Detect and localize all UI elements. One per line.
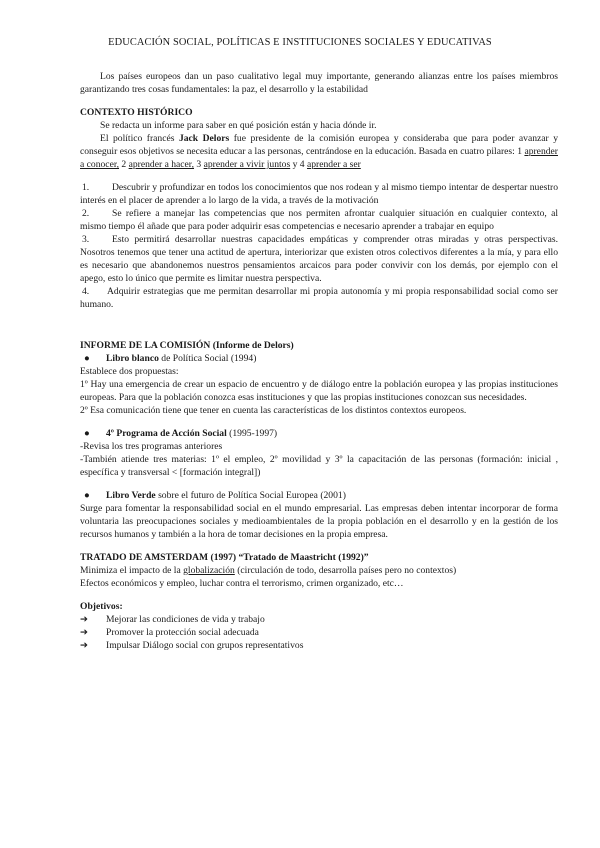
heading-tratado: TRATADO DE AMSTERDAM (1997) “Tratado de Maastricht (1992)”	[80, 552, 369, 563]
bullet-icon: ●	[84, 428, 90, 439]
list-item-2: 2. Se refiere a manejar las competencias que nos permiten afrontar cualquier situación en cualquier contexto, al mismo tiempo él añade que para poder adquirir esas competencias e necesario aprender a trabajar en equipo	[80, 208, 558, 232]
bullet-icon: ●	[84, 353, 90, 364]
intro-paragraph: Los países europeos dan un paso cualitativo legal muy importante, generando alianzas entre los países miembros garantizando tres cosas fundamentales: la paz, el desarrollo y la estabilidad	[80, 71, 558, 95]
document-title: EDUCACIÓN SOCIAL, POLÍTICAS E INSTITUCIONES SOCIALES Y EDUCATIVAS	[108, 37, 492, 48]
bullet-libro-verde: ● Libro Verde sobre el futuro de Política Social Europea (2001)	[80, 489, 558, 502]
programa-line2: -También atiende tres materias: 1º el empleo, 2º movilidad y 3º la capacitación de las personas (formación: inicial , específica y transversal < [formación integral])	[80, 454, 558, 478]
establece-line: Establece dos propuestas:	[80, 366, 179, 377]
contexto-paragraph: El político francés Jack Delors fue presidente de la comisión europea y consideraba que para poder avanzar y conseguir esos objetivos se necesita educar a las personas, centrándose en la educación. Basada en cuatro pilares: 1 aprender a conocer, 2 aprender a hacer, 3 aprender a vivir juntos y 4 aprender a ser	[80, 133, 558, 170]
bullet-programa: ● 4º Programa de Acción Social (1995-1997)	[80, 427, 558, 440]
objetivo-item: ➔ Impulsar Diálogo social con grupos representativos	[80, 640, 304, 651]
list-item-3: 3. Esto permitirá desarrollar nuestras capacidades empáticas y comprender otras miradas y otras perspectivas. Nosotros tenemos que tener una actitud de apertura, interiorizar que existen otros colectivos diferentes a la mía, y para ello es necesario que abandonemos nuestros pensamientos arcaicos para poder convivir con los demás, por ejemplo con el apego, esto lo único que permite es limitar nuestra perspectiva.	[80, 234, 558, 284]
surge-paragraph: Surge para fomentar la responsabilidad social en el mundo empresarial. Las empresas deben intentar incorporar de forma voluntaria las preocupaciones sociales y medioambientales de la propia población en el desarrollo y en la gestión de los recursos humanos y también a la hora de tomar decisiones en la propia empresa.	[80, 503, 558, 540]
propuesta-2: 2º Esa comunicación tiene que tener en cuenta las características de los distintos contextos europeos.	[80, 405, 467, 416]
tratado-line1: Minimiza el impacto de la globalización (circulación de todo, desarrolla países pero no contextos)	[80, 565, 457, 576]
list-item-4: 4. Adquirir estrategias que me permitan desarrollar mi propia autonomía y mi propia responsabilidad social como ser humano.	[80, 286, 558, 310]
bullet-libro-blanco: ● Libro blanco de Política Social (1994)	[80, 352, 558, 365]
heading-informe: INFORME DE LA COMISIÓN (Informe de Delors)	[80, 340, 294, 351]
propuesta-1: 1º Hay una emergencia de crear un espacio de encuentro y de diálogo entre la población europea y las propias instituciones europeas. Para que la población conozca esas instituciones y que las propias instituciones conozcan sus necesidades.	[80, 379, 558, 403]
contexto-line1: Se redacta un informe para saber en qué posición están y hacia dónde ir.	[100, 120, 377, 131]
document-body	[80, 70, 558, 652]
tratado-line2: Efectos económicos y empleo, luchar contra el terrorismo, crimen organizado, etc…	[80, 578, 404, 589]
pillar-3: aprender a vivir juntos	[203, 159, 291, 170]
objetivo-item: ➔ Mejorar las condiciones de vida y trabajo	[80, 614, 265, 625]
pillar-1: aprender a conocer,	[80, 146, 558, 170]
objetivos-heading: Objetivos:	[80, 601, 123, 612]
bullet-icon: ●	[84, 490, 90, 501]
programa-line1: -Revisa los tres programas anteriores	[80, 441, 223, 452]
globalizacion-term: globalización	[183, 565, 235, 576]
arrow-right-icon: ➔	[80, 614, 89, 625]
list-item-1: 1. Descubrir y profundizar en todos los conocimientos que nos rodean y al mismo tiempo intentar de despertar nuestro interés en el placer de aprender a lo largo de la vida, a través de la motivación	[80, 182, 558, 206]
objetivo-item: ➔ Promover la protección social adecuada	[80, 627, 259, 638]
delors-name: Jack Delors	[178, 133, 230, 144]
arrow-right-icon: ➔	[80, 627, 89, 638]
pillar-4: aprender a ser	[307, 159, 361, 170]
heading-contexto: CONTEXTO HISTÓRICO	[80, 107, 193, 118]
arrow-right-icon: ➔	[80, 640, 89, 651]
pillar-2: aprender a hacer,	[128, 159, 195, 170]
